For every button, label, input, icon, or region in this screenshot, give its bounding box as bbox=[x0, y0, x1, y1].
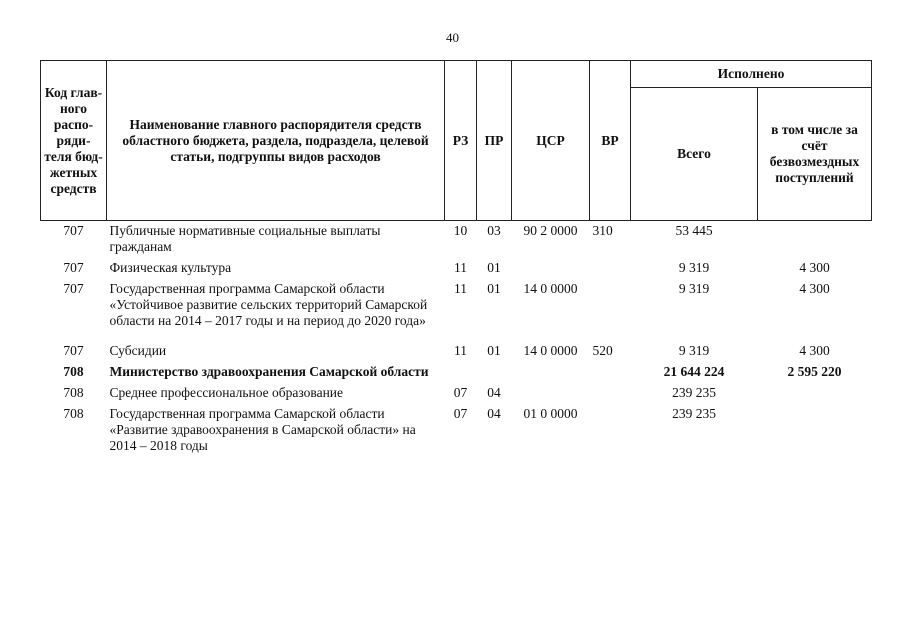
header-name: Наименование главного распорядителя средств областного бюджета, раздела, подраздела, целевой статьи, подгруппы видов расходов bbox=[107, 61, 445, 221]
cell-rz: 07 bbox=[453, 406, 468, 421]
cell-csr bbox=[512, 383, 590, 404]
cell-code: 707 bbox=[63, 223, 84, 238]
cell-code: 708 bbox=[63, 406, 84, 421]
cell-rz: 11 bbox=[454, 281, 467, 296]
cell-free bbox=[758, 383, 872, 404]
header-csr: ЦСР bbox=[512, 61, 590, 221]
header-rz: РЗ bbox=[445, 61, 477, 221]
header-vr: ВР bbox=[590, 61, 631, 221]
cell-vr bbox=[590, 383, 631, 404]
cell-vr bbox=[590, 362, 631, 383]
cell-vr: 520 bbox=[592, 343, 613, 358]
cell-name: Публичные нормативные социальные выплаты гражданам bbox=[109, 223, 381, 254]
cell-code: 708 bbox=[63, 385, 84, 400]
table-body bbox=[41, 221, 872, 458]
cell-vr: 310 bbox=[592, 223, 613, 238]
cell-csr: 14 0 0000 bbox=[523, 281, 578, 296]
cell-rz: 11 bbox=[454, 260, 467, 275]
cell-total: 21 644 224 bbox=[663, 364, 725, 379]
cell-total: 53 445 bbox=[675, 223, 713, 238]
cell-code: 708 bbox=[63, 364, 84, 379]
cell-csr bbox=[512, 258, 590, 279]
cell-free: 4 300 bbox=[799, 281, 830, 296]
table-row bbox=[41, 383, 872, 404]
table-header bbox=[41, 61, 872, 221]
cell-code: 707 bbox=[63, 260, 84, 275]
header-free: в том числе за счёт безвозмездных поступлений bbox=[758, 88, 872, 221]
cell-pr: 01 bbox=[487, 260, 501, 275]
cell-pr: 01 bbox=[487, 281, 501, 296]
cell-csr: 14 0 0000 bbox=[523, 343, 578, 358]
cell-rz: 07 bbox=[453, 385, 468, 400]
table-row bbox=[41, 221, 872, 259]
header-executed: Исполнено bbox=[631, 61, 872, 88]
cell-vr bbox=[590, 258, 631, 279]
cell-csr bbox=[512, 362, 590, 383]
cell-rz: 11 bbox=[454, 343, 467, 358]
cell-total: 9 319 bbox=[678, 281, 710, 296]
table-row bbox=[41, 258, 872, 279]
cell-pr: 03 bbox=[487, 223, 501, 238]
cell-csr: 90 2 0000 bbox=[523, 223, 578, 238]
cell-free bbox=[758, 404, 872, 457]
cell-free: 4 300 bbox=[799, 260, 830, 275]
cell-vr bbox=[590, 279, 631, 341]
cell-pr: 04 bbox=[487, 406, 501, 421]
budget-table bbox=[40, 60, 872, 457]
table-row bbox=[41, 341, 872, 362]
table-row bbox=[41, 404, 872, 457]
cell-total: 239 235 bbox=[672, 406, 716, 421]
cell-code: 707 bbox=[63, 343, 84, 358]
cell-csr: 01 0 0000 bbox=[523, 406, 578, 421]
table-row bbox=[41, 279, 872, 341]
cell-free: 2 595 220 bbox=[787, 364, 842, 379]
cell-total: 9 319 bbox=[678, 343, 710, 358]
cell-free: 4 300 bbox=[799, 343, 830, 358]
cell-total: 9 319 bbox=[678, 260, 710, 275]
cell-name: Субсидии bbox=[109, 343, 167, 358]
cell-name: Министерство здравоохранения Самарской области bbox=[109, 364, 429, 379]
cell-pr bbox=[477, 362, 512, 383]
cell-rz bbox=[445, 362, 477, 383]
cell-free bbox=[758, 221, 872, 259]
cell-name: Государственная программа Самарской области «Устойчивое развитие сельских территорий Самарской области на 2014 – 2017 годы и на период до 2020 года» bbox=[109, 281, 428, 328]
cell-vr bbox=[590, 404, 631, 457]
cell-name: Среднее профессиональное образование bbox=[109, 385, 344, 400]
cell-code: 707 bbox=[63, 281, 84, 296]
page-number: 40 bbox=[446, 30, 459, 45]
cell-pr: 01 bbox=[487, 343, 501, 358]
cell-total: 239 235 bbox=[672, 385, 716, 400]
header-code: Код глав-ного распо-ряди-теля бюд-жетных средств bbox=[41, 61, 107, 221]
header-total: Всего bbox=[631, 88, 758, 221]
table-row bbox=[41, 362, 872, 383]
cell-name: Физическая культура bbox=[109, 260, 232, 275]
cell-rz: 10 bbox=[453, 223, 468, 238]
cell-pr: 04 bbox=[487, 385, 501, 400]
header-pr: ПР bbox=[477, 61, 512, 221]
cell-name: Государственная программа Самарской области «Развитие здравоохранения в Самарской области» на 2014 – 2018 годы bbox=[109, 406, 416, 453]
